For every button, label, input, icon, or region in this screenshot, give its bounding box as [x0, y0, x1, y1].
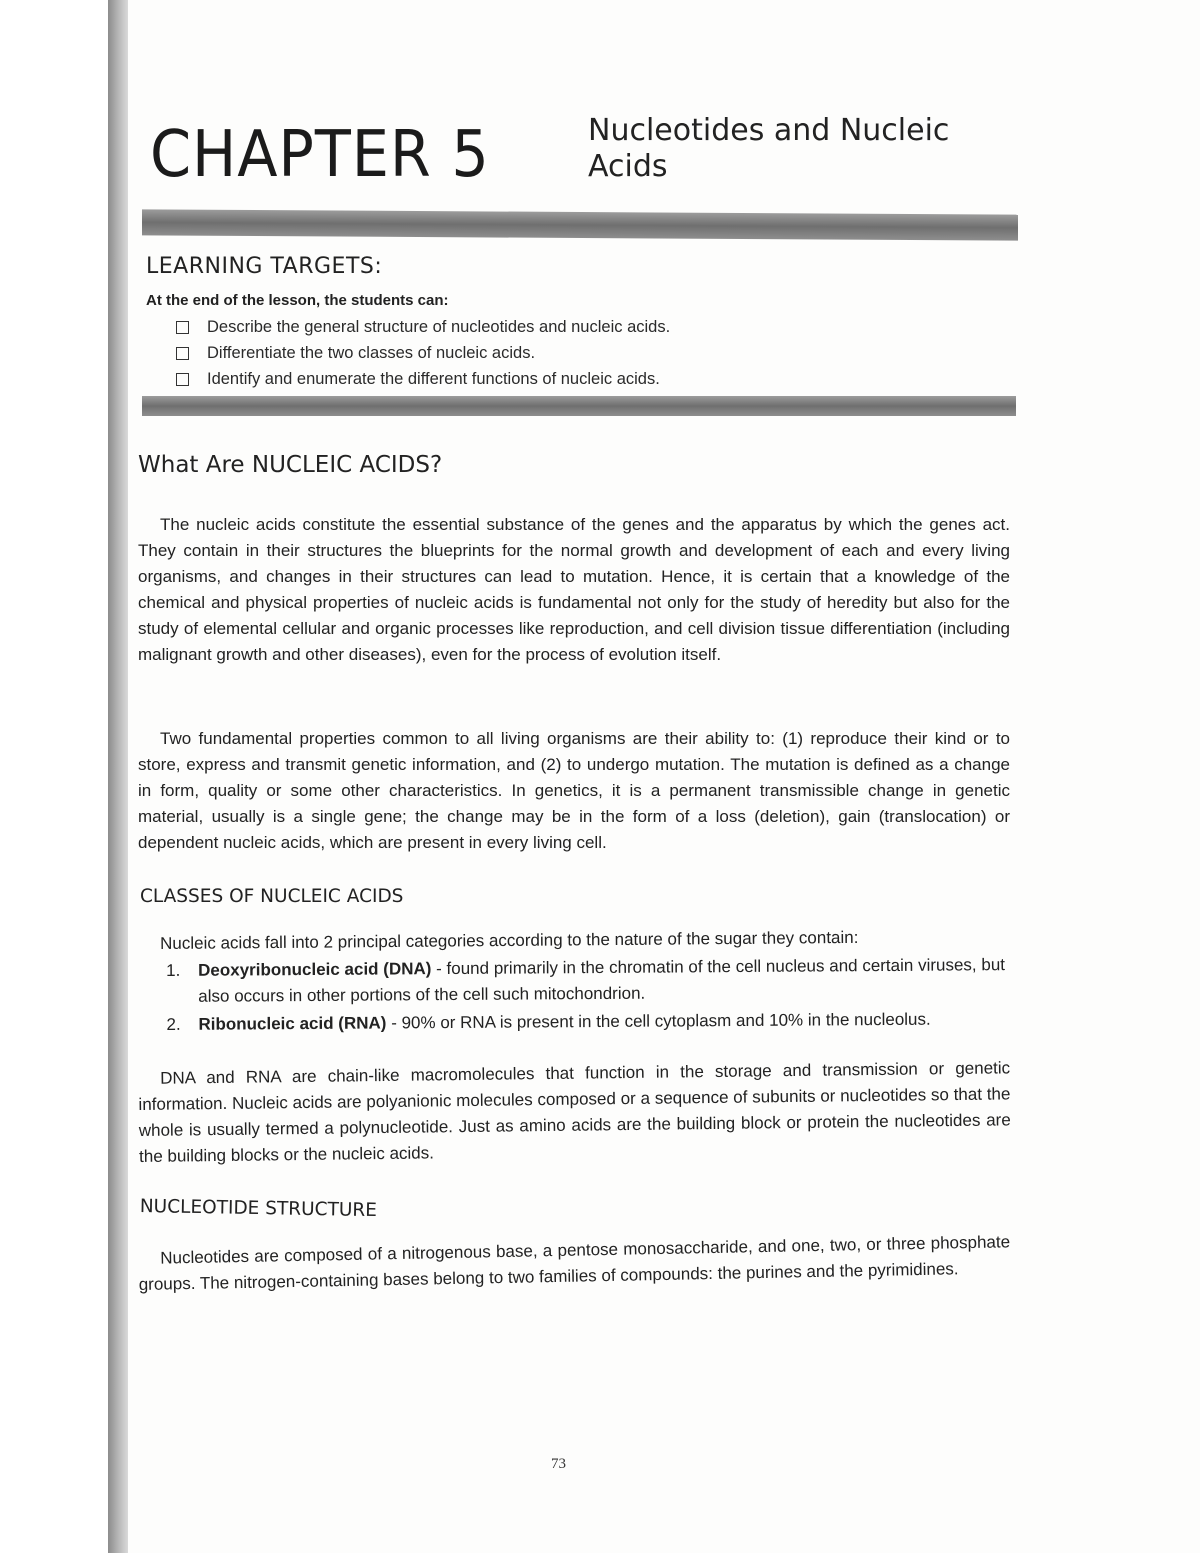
class-description	[198, 1006, 1012, 1038]
class-name: Deoxyribonucleic acid (DNA)	[198, 959, 432, 980]
learning-target-item	[176, 340, 670, 366]
learning-target-text: Identify and enumerate the different functions of nucleic acids.	[207, 369, 660, 388]
scan-margin	[0, 0, 108, 1553]
learning-target-item	[176, 314, 670, 340]
learning-targets-intro: At the end of the lesson, the students can:	[146, 292, 449, 309]
chapter-label: CHAPTER 5	[150, 118, 490, 192]
binding-shadow	[108, 0, 128, 1553]
classes-list	[166, 952, 1013, 1040]
chapter-title-line-1: Nucleotides and Nucleic	[588, 113, 950, 148]
nucleotide-structure-paragraph: Nucleotides are composed of a nitrogenous base, a pentose monosaccharide, and one, two, or three phosphate groups. The nitrogen-containing bases belong to two families of compounds: the purines and the pyrimidines.	[138, 1232, 1011, 1294]
dna-rna-paragraph: DNA and RNA are chain-like macromolecules that function in the storage and transmission or genetic information. Nucleic acids are polyanionic molecules composed or a sequence of subunits or nucleotides so that the whole is usually termed a polynucleotide. Just as amino acids are the building block or protein the nucleotides are the building blocks or the nucleic acids.	[138, 1058, 1011, 1166]
class-name: Ribonucleic acid (RNA)	[198, 1013, 387, 1034]
classes-intro: Nucleic acids fall into 2 principal categories according to the nature of the sugar they contain:	[160, 927, 859, 953]
learning-targets-list	[176, 314, 670, 392]
learning-target-text: Differentiate the two classes of nucleic acids.	[207, 343, 536, 362]
class-description	[198, 952, 1012, 1010]
header-divider-bar	[142, 209, 1018, 240]
learning-target-text: Describe the general structure of nucleotides and nucleic acids.	[207, 317, 671, 336]
learning-target-item	[176, 366, 670, 392]
page-number: 73	[551, 1456, 566, 1472]
classes-heading: CLASSES OF NUCLEIC ACIDS	[140, 886, 404, 907]
class-item-rna	[166, 1006, 1012, 1038]
intro-paragraph: The nucleic acids constitute the essential substance of the genes and the apparatus by which the genes act. They contain in their structures the blueprints for the normal growth and development of each and every living organisms, and changes in their structures can lead to mutation. Hence, it is certain that a knowledge of the chemical and physical properties of nucleic acids is fundamental not only for the study of heredity but also for the study of elemental cellular and organic processes like reproduction, and cell division tissue differentiation (including malignant growth and other diseases), even for the process of evolution itself.	[138, 515, 1010, 664]
chapter-title-line-2: Acids	[588, 149, 668, 184]
list-number: 2.	[166, 1014, 181, 1034]
section-heading: What Are NUCLEIC ACIDS?	[138, 452, 443, 478]
class-detail: - 90% or RNA is present in the cell cytoplasm and 10% in the nucleolus.	[386, 1009, 931, 1033]
checkbox-icon	[176, 321, 189, 334]
class-item-dna	[166, 952, 1012, 1010]
checkbox-icon	[176, 347, 189, 360]
list-number: 1.	[166, 960, 181, 980]
properties-paragraph: Two fundamental properties common to all living organisms are their ability to: (1) reproduce their kind or to store, express and transmit genetic information, and (2) to undergo mutation. The mutation is defined as a change in form, quality or some other characteristics. In genetics, it is a permanent transmissible change in genetic material, usually is a single gene; the change may be in the form of a loss (deletion), gain (translocation) or dependent nucleic acids, which are present in every living cell.	[138, 729, 1010, 852]
class-detail: - found primarily in the chromatin of the cell nucleus and certain viruses, but also occurs in other portions of the cell such mitochondrion.	[198, 955, 1006, 1006]
learning-targets-heading: LEARNING TARGETS:	[146, 254, 383, 279]
nucleotide-structure-heading: NUCLEOTIDE STRUCTURE	[139, 1196, 378, 1222]
checkbox-icon	[176, 373, 189, 386]
chapter-title	[588, 113, 949, 185]
targets-divider-bar	[142, 396, 1016, 416]
